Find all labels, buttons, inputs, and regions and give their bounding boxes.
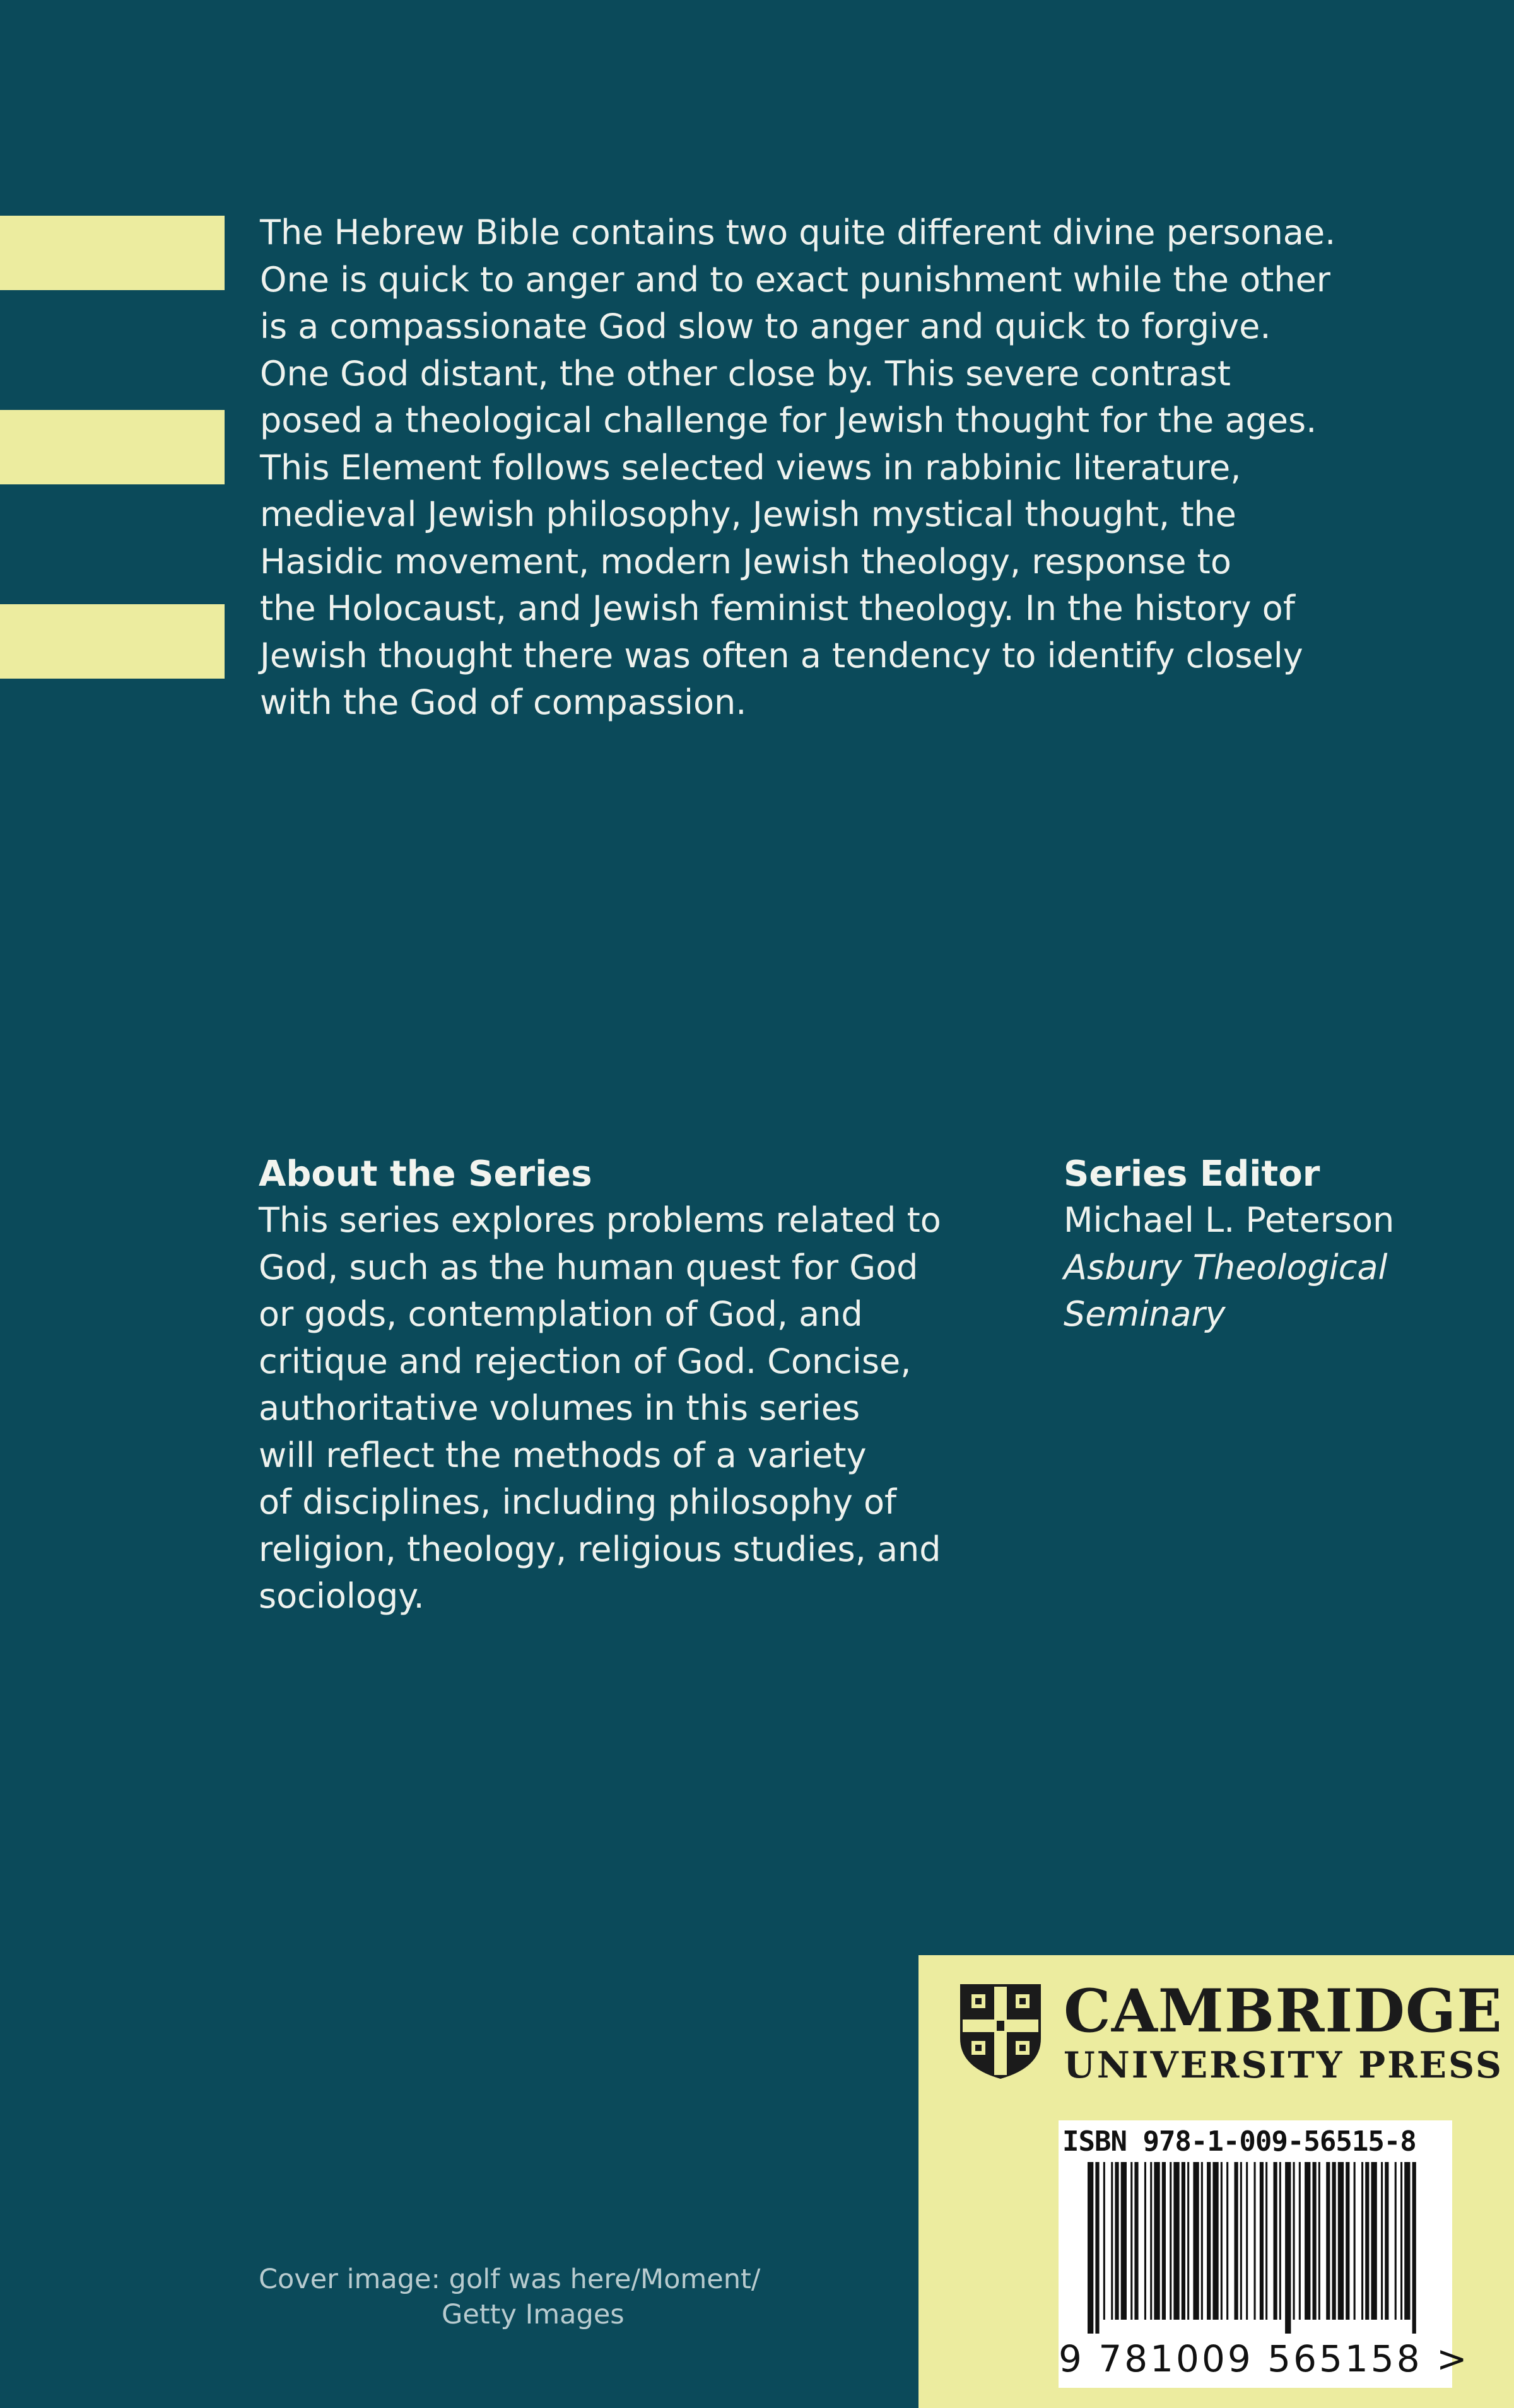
description-line: Jewish thought there was often a tendency to identify closely bbox=[260, 635, 1303, 675]
barcode-bar bbox=[1121, 2162, 1127, 2320]
about-series-line: of disciplines, including philosophy of bbox=[259, 1482, 896, 1522]
description-line: This Element follows selected views in rabbinic literature, bbox=[260, 447, 1241, 488]
barcode-bar bbox=[1240, 2162, 1242, 2320]
barcode-bar bbox=[1354, 2162, 1356, 2320]
barcode-bar bbox=[1103, 2162, 1105, 2320]
barcode-bar bbox=[1332, 2162, 1336, 2320]
editor-name: Michael L. Peterson bbox=[1064, 1200, 1395, 1240]
description-line: the Holocaust, and Jewish feminist theology. In the history of bbox=[260, 588, 1295, 628]
description-line: One is quick to anger and to exact punishment while the other bbox=[260, 259, 1330, 300]
about-series-line: critique and rejection of God. Concise, bbox=[259, 1341, 912, 1381]
barcode-bar bbox=[1299, 2162, 1301, 2320]
barcode-bar bbox=[1201, 2162, 1203, 2320]
description-line: Hasidic movement, modern Jewish theology, response to bbox=[260, 541, 1231, 582]
about-series-line: sociology. bbox=[259, 1576, 425, 1616]
about-series-text bbox=[259, 1197, 1016, 1620]
barcode-bar bbox=[1173, 2162, 1179, 2320]
barcode-bar bbox=[1207, 2162, 1211, 2320]
barcode-bar bbox=[1150, 2162, 1152, 2320]
barcode-bar bbox=[1187, 2162, 1189, 2320]
barcode-bar bbox=[1111, 2162, 1113, 2320]
description-line: The Hebrew Bible contains two quite different divine personae. bbox=[260, 213, 1336, 252]
accent-bar bbox=[0, 410, 225, 484]
barcode-bar bbox=[1162, 2162, 1166, 2320]
about-series-line: authoritative volumes in this series bbox=[259, 1388, 860, 1428]
series-editor-section bbox=[1064, 1152, 1467, 1338]
barcode-bar bbox=[1254, 2162, 1256, 2320]
accent-bar bbox=[0, 216, 225, 290]
accent-bar bbox=[0, 604, 225, 679]
barcode-bar bbox=[1381, 2162, 1383, 2320]
isbn-barcode bbox=[1059, 2120, 1470, 2388]
book-description bbox=[260, 209, 1408, 727]
editor-affiliation: Seminary bbox=[1064, 1294, 1226, 1334]
barcode-bar bbox=[1318, 2162, 1320, 2320]
barcode-bar bbox=[1313, 2162, 1317, 2320]
about-series-line: will reflect the methods of a variety bbox=[259, 1435, 867, 1475]
barcode-bar bbox=[1305, 2162, 1310, 2320]
about-series-line: or gods, contemplation of God, and bbox=[259, 1294, 863, 1334]
description-line: posed a theological challenge for Jewish thought for the ages. bbox=[260, 400, 1317, 440]
barcode-bar bbox=[1246, 2162, 1248, 2320]
barcode-bar bbox=[1170, 2162, 1171, 2320]
publisher-name bbox=[1064, 1977, 1504, 2086]
barcode-bar bbox=[1365, 2162, 1369, 2320]
barcode-digits: 9 781009 565158 > bbox=[1059, 2337, 1470, 2380]
barcode-bar bbox=[1144, 2162, 1146, 2320]
barcode-bar bbox=[1274, 2162, 1277, 2320]
about-series-heading: About the Series bbox=[259, 1154, 592, 1195]
credit-line: Getty Images bbox=[442, 2299, 625, 2330]
barcode-bar bbox=[1338, 2162, 1344, 2320]
publisher-name-line2: UNIVERSITY PRESS bbox=[1064, 2044, 1504, 2086]
barcode-bar bbox=[1385, 2162, 1388, 2320]
barcode-bar bbox=[1115, 2162, 1118, 2320]
barcode-bar bbox=[1361, 2162, 1363, 2320]
barcode-bar bbox=[1221, 2162, 1223, 2320]
barcode-bar bbox=[1412, 2162, 1416, 2334]
barcode-bar bbox=[1326, 2162, 1330, 2320]
barcode-bar bbox=[1154, 2162, 1159, 2320]
barcode-bar bbox=[1095, 2162, 1099, 2334]
publisher-box bbox=[918, 1955, 1514, 2408]
barcode-bar bbox=[1182, 2162, 1185, 2320]
about-series-line: religion, theology, religious studies, and bbox=[259, 1529, 941, 1569]
credit-line: Cover image: golf was here/Moment/ bbox=[259, 2264, 761, 2295]
description-line: with the God of compassion. bbox=[260, 682, 747, 722]
barcode-bar bbox=[1265, 2162, 1267, 2320]
about-series-line: God, such as the human quest for God bbox=[259, 1247, 918, 1287]
barcode-bar bbox=[1285, 2162, 1291, 2334]
description-line: medieval Jewish philosophy, Jewish mystical thought, the bbox=[260, 494, 1236, 534]
about-series-line: This series explores problems related to bbox=[259, 1200, 941, 1240]
barcode-bar bbox=[1293, 2162, 1295, 2320]
barcode-bar bbox=[1226, 2162, 1228, 2320]
barcode-bar bbox=[1400, 2162, 1402, 2320]
editor-affiliation: Asbury Theological bbox=[1064, 1247, 1388, 1287]
barcode-bar bbox=[1193, 2162, 1199, 2320]
barcode-bar bbox=[1235, 2162, 1238, 2320]
cover-image-credit bbox=[259, 2262, 826, 2332]
university-crest-icon bbox=[956, 1980, 1045, 2081]
barcode-bar bbox=[1088, 2162, 1093, 2334]
barcode-bar bbox=[1130, 2162, 1132, 2320]
isbn-label: ISBN 978-1-009-56515-8 bbox=[1062, 2125, 1416, 2158]
description-line: One God distant, the other close by. This severe contrast bbox=[260, 353, 1231, 394]
about-series-section bbox=[259, 1152, 1016, 1620]
barcode-bar bbox=[1279, 2162, 1281, 2320]
barcode-bar bbox=[1371, 2162, 1377, 2320]
description-line: is a compassionate God slow to anger and quick to forgive. bbox=[260, 307, 1271, 346]
barcode-bars bbox=[1065, 2162, 1446, 2334]
barcode-bar bbox=[1346, 2162, 1349, 2320]
barcode-bar bbox=[1395, 2162, 1397, 2320]
barcode-bar bbox=[1260, 2162, 1264, 2320]
series-editor-heading: Series Editor bbox=[1064, 1154, 1320, 1195]
barcode-bar bbox=[1134, 2162, 1138, 2320]
barcode-bar bbox=[1404, 2162, 1410, 2320]
barcode-bar bbox=[1212, 2162, 1218, 2320]
publisher-name-line1: CAMBRIDGE bbox=[1064, 1977, 1503, 2046]
